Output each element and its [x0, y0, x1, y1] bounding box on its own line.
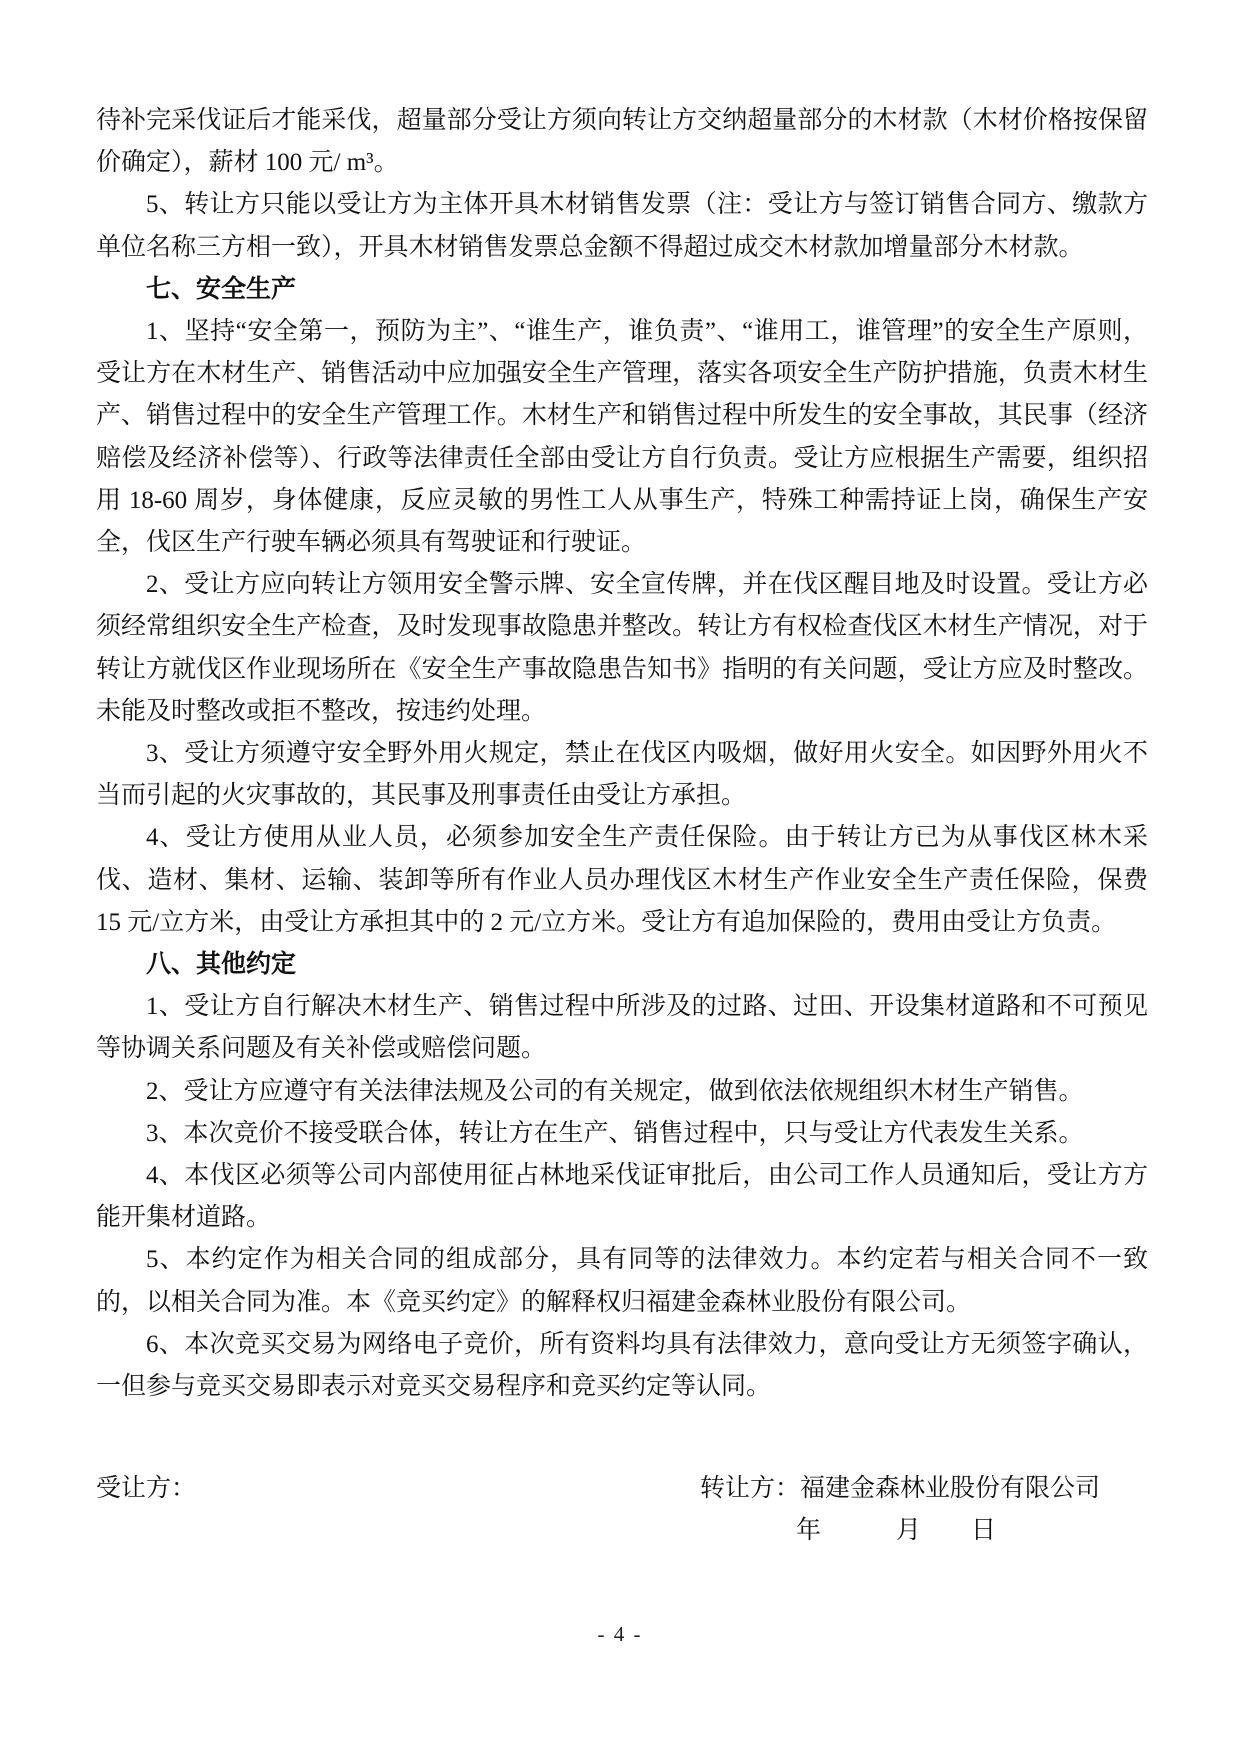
paragraph-7-4: 4、受让方使用从业人员，必须参加安全生产责任保险。由于转让方已为从事伐区林木采伐、造材、集材、运输、装卸等所有作业人员办理伐区木材生产作业安全生产责任保险，保费 15 元/立方米，由受让方承担其中的 2 元/立方米。受让方有追加保险的，费用由受让方负责。 — [96, 824, 1148, 936]
paragraph-8-1: 1、受让方自行解决木材生产、销售过程中所涉及的过路、过田、开设集材道路和不可预见等协调关系问题及有关补偿或赔偿问题。 — [96, 993, 1148, 1063]
section-heading-8: 八、其他约定 — [146, 951, 297, 979]
paragraph-7-2: 2、受让方应向转让方领用安全警示牌、安全宣传牌，并在伐区醒目地及时设置。受让方必须经常组织安全生产检查，及时发现事故隐患并整改。转让方有权检查伐区木材生产情况，对于转让方就伐区作业现场所在《安全生产事故隐患告知书》指明的有关问题，受让方应及时整改。未能及时整改或拒不整改，按违约处理。 — [96, 571, 1148, 725]
paragraph-7-1: 1、坚持“安全第一，预防为主”、“谁生产，谁负责”、“谁用工，谁管理”的安全生产原则，受让方在木材生产、销售活动中应加强安全生产管理，落实各项安全生产防护措施，负责木材生产、销售过程中的安全生产管理工作。木材生产和销售过程中所发生的安全事故，其民事（经济赔偿及经济补偿等）、行政等法律责任全部由受让方自行负责。受让方应根据生产需要，组织招用 18-60 周岁，身体健康，反应灵敏的男性工人从事生产，特殊工种需持证上岗，确保生产安全，伐区生产行驶车辆必须具有驾驶证和行驶证。 — [96, 318, 1148, 557]
date-line: 年 月 日 — [796, 1517, 997, 1545]
transferee-signature-label: 受让方： — [96, 1475, 197, 1503]
paragraph-item-6-5: 5、转让方只能以受让方为主体开具木材销售发票（注：受让方与签订销售合同方、缴款方单位名称三方相一致），开具木材销售发票总金额不得超过成交木材款加增量部分木材款。 — [96, 191, 1148, 261]
transferor-signature-label: 转让方：福建金森林业股份有限公司 — [700, 1475, 1101, 1503]
paragraph-8-2: 2、受让方应遵守有关法律法规及公司的有关规定，做到依法依规组织木材生产销售。 — [146, 1077, 1084, 1105]
paragraph-8-5: 5、本约定作为相关合同的组成部分，具有同等的法律效力。本约定若与相关合同不一致的，以相关合同为准。本《竞买约定》的解释权归福建金森林业股份有限公司。 — [96, 1246, 1148, 1316]
paragraph-8-3: 3、本次竞价不接受联合体，转让方在生产、销售过程中，只与受让方代表发生关系。 — [146, 1119, 1084, 1147]
signature-row — [96, 1468, 1148, 1510]
signature-date-row — [96, 1510, 1148, 1552]
section-heading-7: 七、安全生产 — [146, 275, 297, 303]
page-number: - 4 - — [597, 1622, 643, 1646]
paragraph-8-4: 4、本伐区必须等公司内部使用征占林地采伐证审批后，由公司工作人员通知后，受让方方能开集材道路。 — [96, 1162, 1148, 1232]
paragraph-carryover: 待补完采伐证后才能采伐，超量部分受让方须向转让方交纳超量部分的木材款（木材价格按保留价确定），薪材 100 元/ m³。 — [96, 107, 1148, 177]
document-body — [96, 100, 1148, 1553]
paragraph-8-6: 6、本次竞买交易为网络电子竞价，所有资料均具有法律效力，意向受让方无须签字确认，一但参与竞买交易即表示对竞买交易程序和竞买约定等认同。 — [96, 1330, 1148, 1401]
paragraph-7-3: 3、受让方须遵守安全野外用火规定，禁止在伐区内吸烟，做好用火安全。如因野外用火不当而引起的火灾事故的，其民事及刑事责任由受让方承担。 — [96, 740, 1148, 810]
